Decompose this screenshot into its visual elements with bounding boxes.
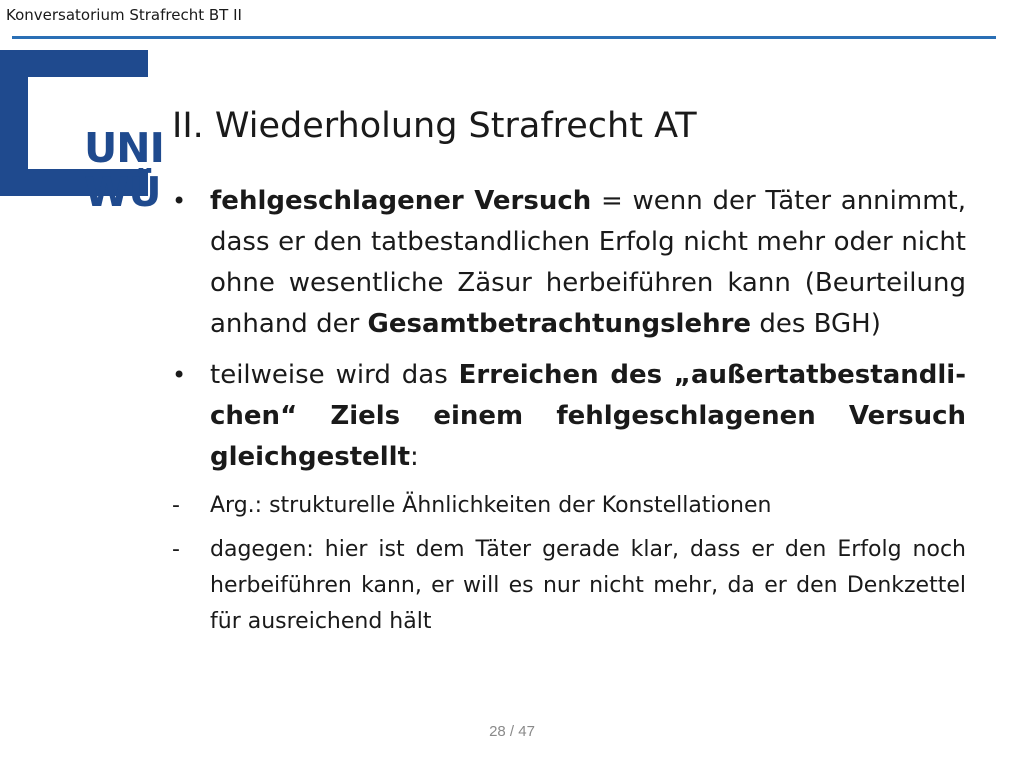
slide-content [170, 181, 966, 648]
logo-line-1: UNI [84, 124, 164, 172]
logo-line-2: WÜ [84, 168, 161, 216]
bullet-item [170, 355, 966, 478]
item-text: teilweise wird das [210, 360, 459, 390]
dash-item [170, 488, 966, 524]
dash-item [170, 532, 966, 640]
bullet-marker: • [172, 187, 187, 215]
page-number: 28 / 47 [489, 723, 535, 740]
item-text: = wenn der Täter annimmt, dass er den tatbestandlichen Erfolg nicht mehr oder nicht ohne wesentliche Zäsur herbeiführen kann (Beurteilung anhand der [210, 186, 966, 339]
dash-marker: - [172, 493, 180, 518]
term-bold: Erreichen des „außertatbestandlichen“ Ziels einem fehlgeschlagenen Versuch gleichgestellt [210, 360, 966, 472]
university-logo [0, 50, 164, 216]
item-text: : [410, 442, 419, 472]
presentation-title: Konversatorium Strafrecht BT II [6, 6, 242, 24]
header-divider [12, 36, 996, 39]
logo-wordmark [84, 124, 164, 216]
slide-title: II. Wiederholung Strafrecht AT [172, 106, 697, 146]
item-text: dagegen: hier ist dem Täter gerade klar, dass er den Erfolg noch herbeiführen kann, er will es nur nicht mehr, da er den Denkzettel für ausreichend hält [210, 537, 966, 634]
item-text: des BGH) [751, 309, 881, 339]
term-bold: Gesamtbetrachtungslehre [367, 309, 752, 339]
bullet-marker: • [172, 361, 187, 389]
item-text: Arg.: strukturelle Ähnlichkeiten der Konstellationen [210, 493, 772, 518]
dash-marker: - [172, 537, 180, 562]
term-bold: fehlgeschlagener Versuch [210, 186, 592, 216]
bullet-item [170, 181, 966, 345]
